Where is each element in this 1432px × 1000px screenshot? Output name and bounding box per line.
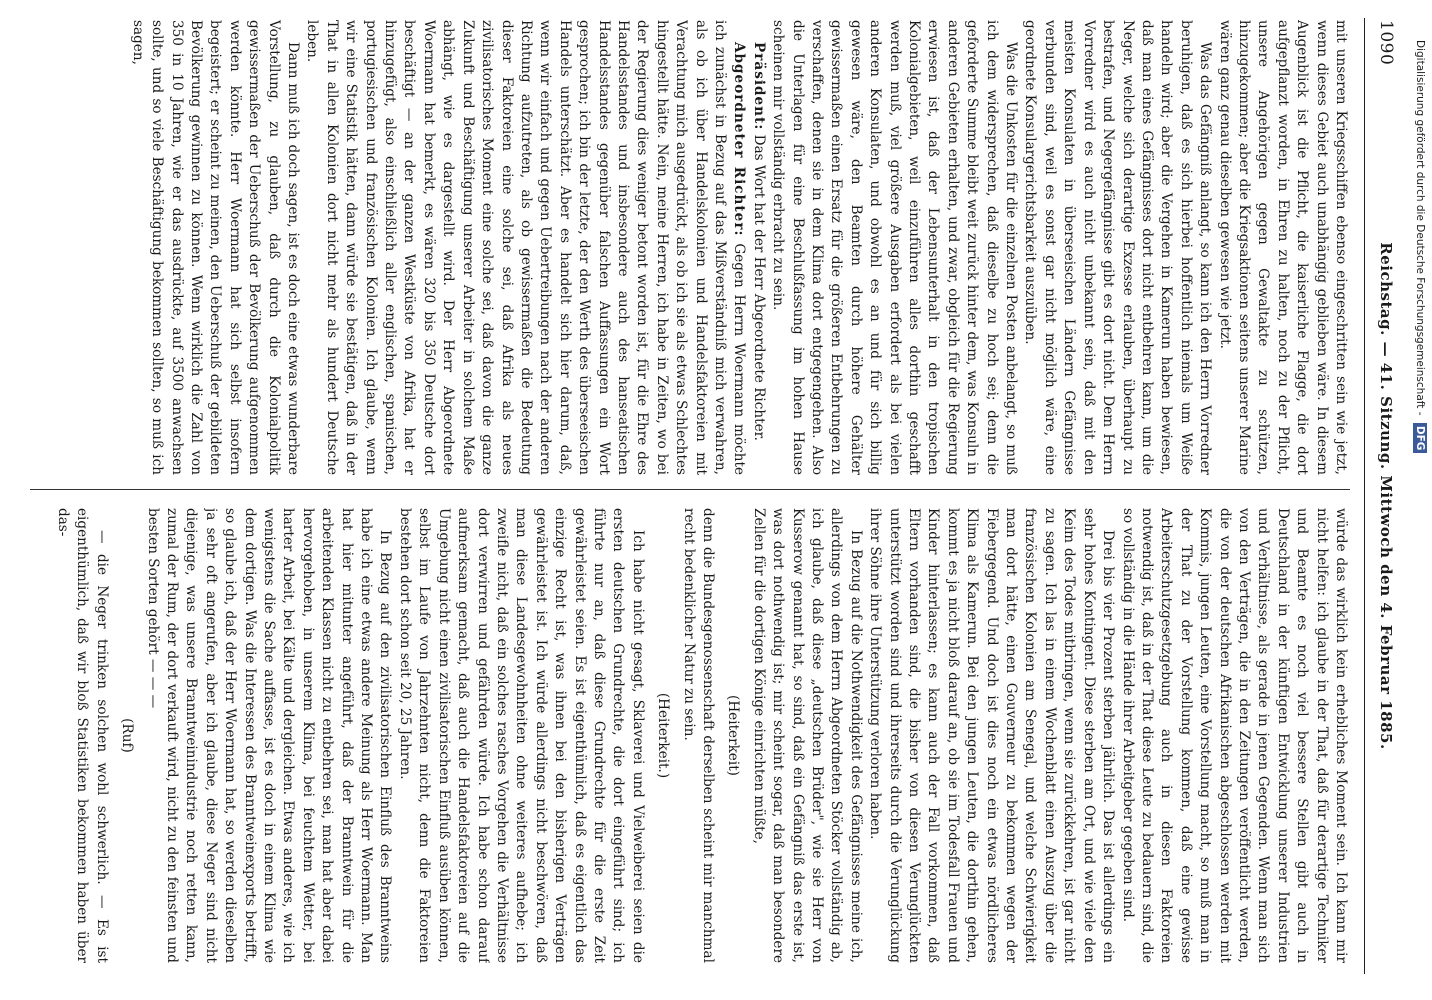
speaker-label: Präsident: (750, 42, 767, 131)
speaker-label: Abgeordneter Richter: (731, 42, 748, 237)
speech-text: Gegen Herrn Woermann möchte ich zunächst in Bezug auf das Mißverständniß mich verwahren, als ob ich über Handelskolonien und Handelsfaktoreien mit Verachtung mich ausgedrückt, als ob ich sie als etwas Schlechtes hingestellt hätte. Nein, meine Herren, ich habe in Zeiten, wo bei der Regierung dies weniger betont worden ist, für die Ehre des Handelsstandes und insbesondere auch des hanseatischen Handelsstandes gegenüber falschen Auffassungen ein Wort gesprochen; ich bin der letzte, der den Werth des überseeischen Handels unterschätzt. Aber es handelt sich hier darum, daß, wenn wir einfach und gegen Uebertreibungen nach der anderen Richtung aufzutreten, als ob gewissermaßen die Bedeutung dieser Faktoreien eine solche sei, daß Afrika als neues zivilisatorisches Moment eine solche sei, daß davon die ganze Zukunft und Beschäftigung unserer Arbeiter in solchem Maße abhängt, wie es dargestellt wird. Der Herr Abgeordnete Woermann hat bemerkt, es wären 320 bis 350 Deutsche dort beschäftigt — an der ganzen Westküste von Afrika, hat er hinzugefügt, also einschließlich aller englischen, spanischen, portugiesischen und französischen Kolonien. Ich glaube, wenn wir eine Statistik hätten, dann würde sie bestätigen, daß in der That in allen Kolonien dort nicht mehr als hundert Deutsche leben. (304, 20, 748, 475)
speaker-text: Das Wort hat der Herr Abgeordnete Richter. (750, 134, 767, 441)
credit-text: Digitalisierung gefördert durch die Deutsche Forschungsgemeinschaft - (1414, 40, 1426, 416)
speech-paragraph (302, 20, 748, 475)
paragraph: — die Neger trinken solchen wohl schwerlich. — Es ist eigenthümlich, daß wir bloß Statistiken bekommen haben über das- (55, 508, 110, 963)
digitization-credit-strip (1414, 0, 1432, 1000)
interjection: (Heiterkeit) (725, 695, 742, 776)
left-column (30, 20, 1350, 475)
page-header (1364, 6, 1408, 986)
paragraph: denn die Bundesgenossenschaft derselben scheint mir manchmal recht bedenklicher Natur zu sein. (680, 508, 716, 963)
paragraph: Was das Gefängniß anlangt, so kann ich den Herrn Vorredner beruhigen, daß es sich hierbei hoffentlich niemals um Weiße handeln wird; aber die Vergehen in Kamerun haben bewiesen, daß man eines Gefängnisses dort nicht entbehren kann, um die Neger, welche sich derartige Exzesse erlauben, überhaupt zu bestrafen, und Negergefängnisse gibt es dort nicht. Dem Herrn Vorredner wird es auch nicht unbekannt sein, daß mit den meisten Konsulaten in überseeischen Ländern Gefängnisse verbunden sind, weil es sonst gar nicht möglich wäre, eine geordnete Konsulargerichtsbarkeit auszuüben. (1022, 20, 1214, 475)
paragraph: In Bezug auf den zivilisatorischen Einfluß des Branntweins habe ich eine etwas andere Meinung als Herr Woermann. Man hat hier mitunter angeführt, daß der Branntwein für die arbeitenden Klassen nicht zu entbehren sei, man hat aber dabei hervorgehoben, in unserem Klima, bei feuchtem Wetter, bei harter Arbeit, bei Kälte und dergleichen. Etwas anderes, wie ich wenigstens die Sache auffasse, ist es doch in einem Klima wie dem dortigen. Was die Interessen des Branntweinexports betrifft, so glaube ich, daß der Herr Woermann hat, so werden dieselben ja sehr oft angerufen, aber ich glaube, diese Neger sind nicht diejenige, was unsere Branntweinindustrie noch retten kann, zumal der Rum, der dort verkauft wird, nicht zu den feinsten und besten Sorten gehört — — — (144, 508, 394, 963)
paragraph: In Bezug auf die Nothwendigkeit des Gefängnisses meine ich, allerdings von dem Herrn Abgeordneten Stöcker vollständig ab, ich glaube, daß diese „deutschen Brüder", wie sie Herr von Kusserow genannt hat, so sind, daß ein Gefängniß das erste ist, was dort nothwendig ist; mir scheint sogar, daß man besondere Zellen für die dortigen Könige einrichten müßte, (750, 508, 864, 963)
paragraph: würde das wirklich kein erhebliches Moment sein. Ich kann mir nicht helfen: ich glaube in der That, daß für derartige Techniker und Beamte es noch viel bessere Stellen gibt auch in Deutschland in der künftigen Entwicklung unserer Industrien und Verhältnisse, als gerade in jenen Gegenden. Wenn man sich von den Verträgen, die in den Zeitungen veröffentlicht werden, die von der deutschen Afrikanischen abgeschlossen werden mit Kommis, jungen Leuten, eine Vorstellung macht, so muß man in der That zu der Vorstellung kommen, daß eine gewisse Arbeiterschutzgesetzgebung auch in diesen Faktoreien notwendig ist, daß in der That diese Leute zu bedauern sind, die so vollständig in die Hände ihrer Arbeitgeber gegeben sind. (1119, 508, 1349, 963)
dfg-logo: DFG (1413, 423, 1427, 454)
paragraph: Ich habe nicht gesagt, Sklaverei und Vielweiberei seien die ersten deutschen Grundrechte, die dort eingeführt sind; ich führte nur an, daß diese Grundrechte für die erste Zeit gewährleistet seien. Es ist eigenthümlich, daß es eigentlich das einzige Recht ist, was ihnen bei den bisherigen Verträgen gewährleistet ist. Ich würde allerdings nicht beschwören, daß man diese Landesgewohnheiten ohne weiteres aufhebe; ich zweifle nicht, daß ein solches rasches Vorgehen die Verhältnisse dort verwirren und gefährden würde. Ich habe schon darauf aufmerksam gemacht, daß auch die Handelsfaktoreien auf die Umgebung nicht einen zivilisatorischen Einfluß ausüben können, selbst im Laufe von Jahrzehnten nicht, denn die Faktoreien bestehen dort schon seit 20, 25 Jahren. (396, 508, 646, 963)
document-page (13, 6, 1408, 986)
page-title: Reichstag. — 41. Sitzung. Mittwoch den 4. Februar 1885. (1377, 242, 1395, 750)
right-column (30, 508, 1350, 963)
paragraph: Drei bis vier Prozent sterben jährlich. Das ist allerdings ein sehr hohes Kontingent. Diese sterben am Ort, und wie viele den Keim des Todes mitbringen, wenn sie zurückkehren, ist gar nicht zu sagen. Ich las in einem Wochenblatt einen Auszug über die französischen Kolonien am Senegal, und welche Schwierigkeit man dort hätte, einen Gouverneur zu bekommen wegen der Fiebergegend. Und doch ist dies noch ein etwas nördlicheres Klima als Kamerun. Bei den jungen Leuten, die dorthin gehen, kommt es ja nicht bloß darauf an, ob sie im Todesfall Frauen und Kinder hinterlassen; es kann auch der Fall vorkommen, daß Eltern vorhanden sind, die bisher von diesen Verunglückten unterstützt worden sind und ihrerseits durch die Verunglückung ihrer Söhne ihre Unterstützung verloren haben. (867, 508, 1117, 963)
interjection: (Heiterkeit.) (655, 692, 672, 779)
digitization-credit (1411, 40, 1429, 800)
header-rule (1364, 18, 1365, 974)
paragraph: mit unseren Kriegsschiffen ebenso eingeschritten sein wie jetzt, wenn dieses Gebiet auch unabhängig geblieben wäre. In diesem Augenblick ist die Pflicht, die kaiserliche Flagge, die dort aufgepflanzt worden, in Ehren zu halten, noch zu der Pflicht, unsere Angehörigen gegen Gewaltakte zu schützen, hinzugekommen; aber die Kriegsaktionen seitens unserer Marine wären ganz genau dieselben gewesen wie jetzt. (1216, 20, 1349, 475)
column-divider (30, 489, 1350, 490)
paragraph: Dann muß ich doch sagen, ist es doch eine etwas wunderbare Vorstellung, zu glauben, daß durch die Kolonialpolitik gewissermaßen der Ueberschuß der Bevölkerung aufgenommen werden könnte. Herr Woermann hat sich selbst insofern begeistert; er scheint zu meinen, den Ueberschuß der gebildeten Bevölkerung gewinnen zu können. Wenn wirklich die Zahl von 350 in 10 Jahren, wie er das ausdrückte, auf 3500 anwachsen sollte, und so viele Beschäftigung bekommen sollten, so muß ich sagen, (129, 20, 302, 475)
page-number: 1090 (1376, 20, 1396, 66)
interjection: (Ruf) (119, 718, 136, 753)
paragraph: Was die Unkosten für die einzelnen Posten anbelangt, so muß ich dem widersprechen, daß dieselbe zu hoch sei; denn die geforderte Summe bleibt weit zurück hinter dem, was Konsuln in anderen Gebieten erhalten, und zwar, obgleich für die Regierung erwiesen ist, daß der Lebensunterhalt in den tropischen Kolonialgebieten, weil einzuführen alles dorthin geschafft werden muß, viel größere Ausgaben erfordert als bei vielen anderen Konsulaten, und obwohl es an und für sich billig gewesen wäre, den Beamten durch höhere Gehälter gewissermaßen einen Ersatz für die größeren Entbehrungen zu verschaffen, denen sie in dem Klima dort entgegengehen. Also die Unterlagen für eine Beschlußfassung im hohen Hause scheinen mir vollständig erbracht zu sein. (770, 20, 1020, 475)
speaker-paragraph (748, 20, 767, 475)
